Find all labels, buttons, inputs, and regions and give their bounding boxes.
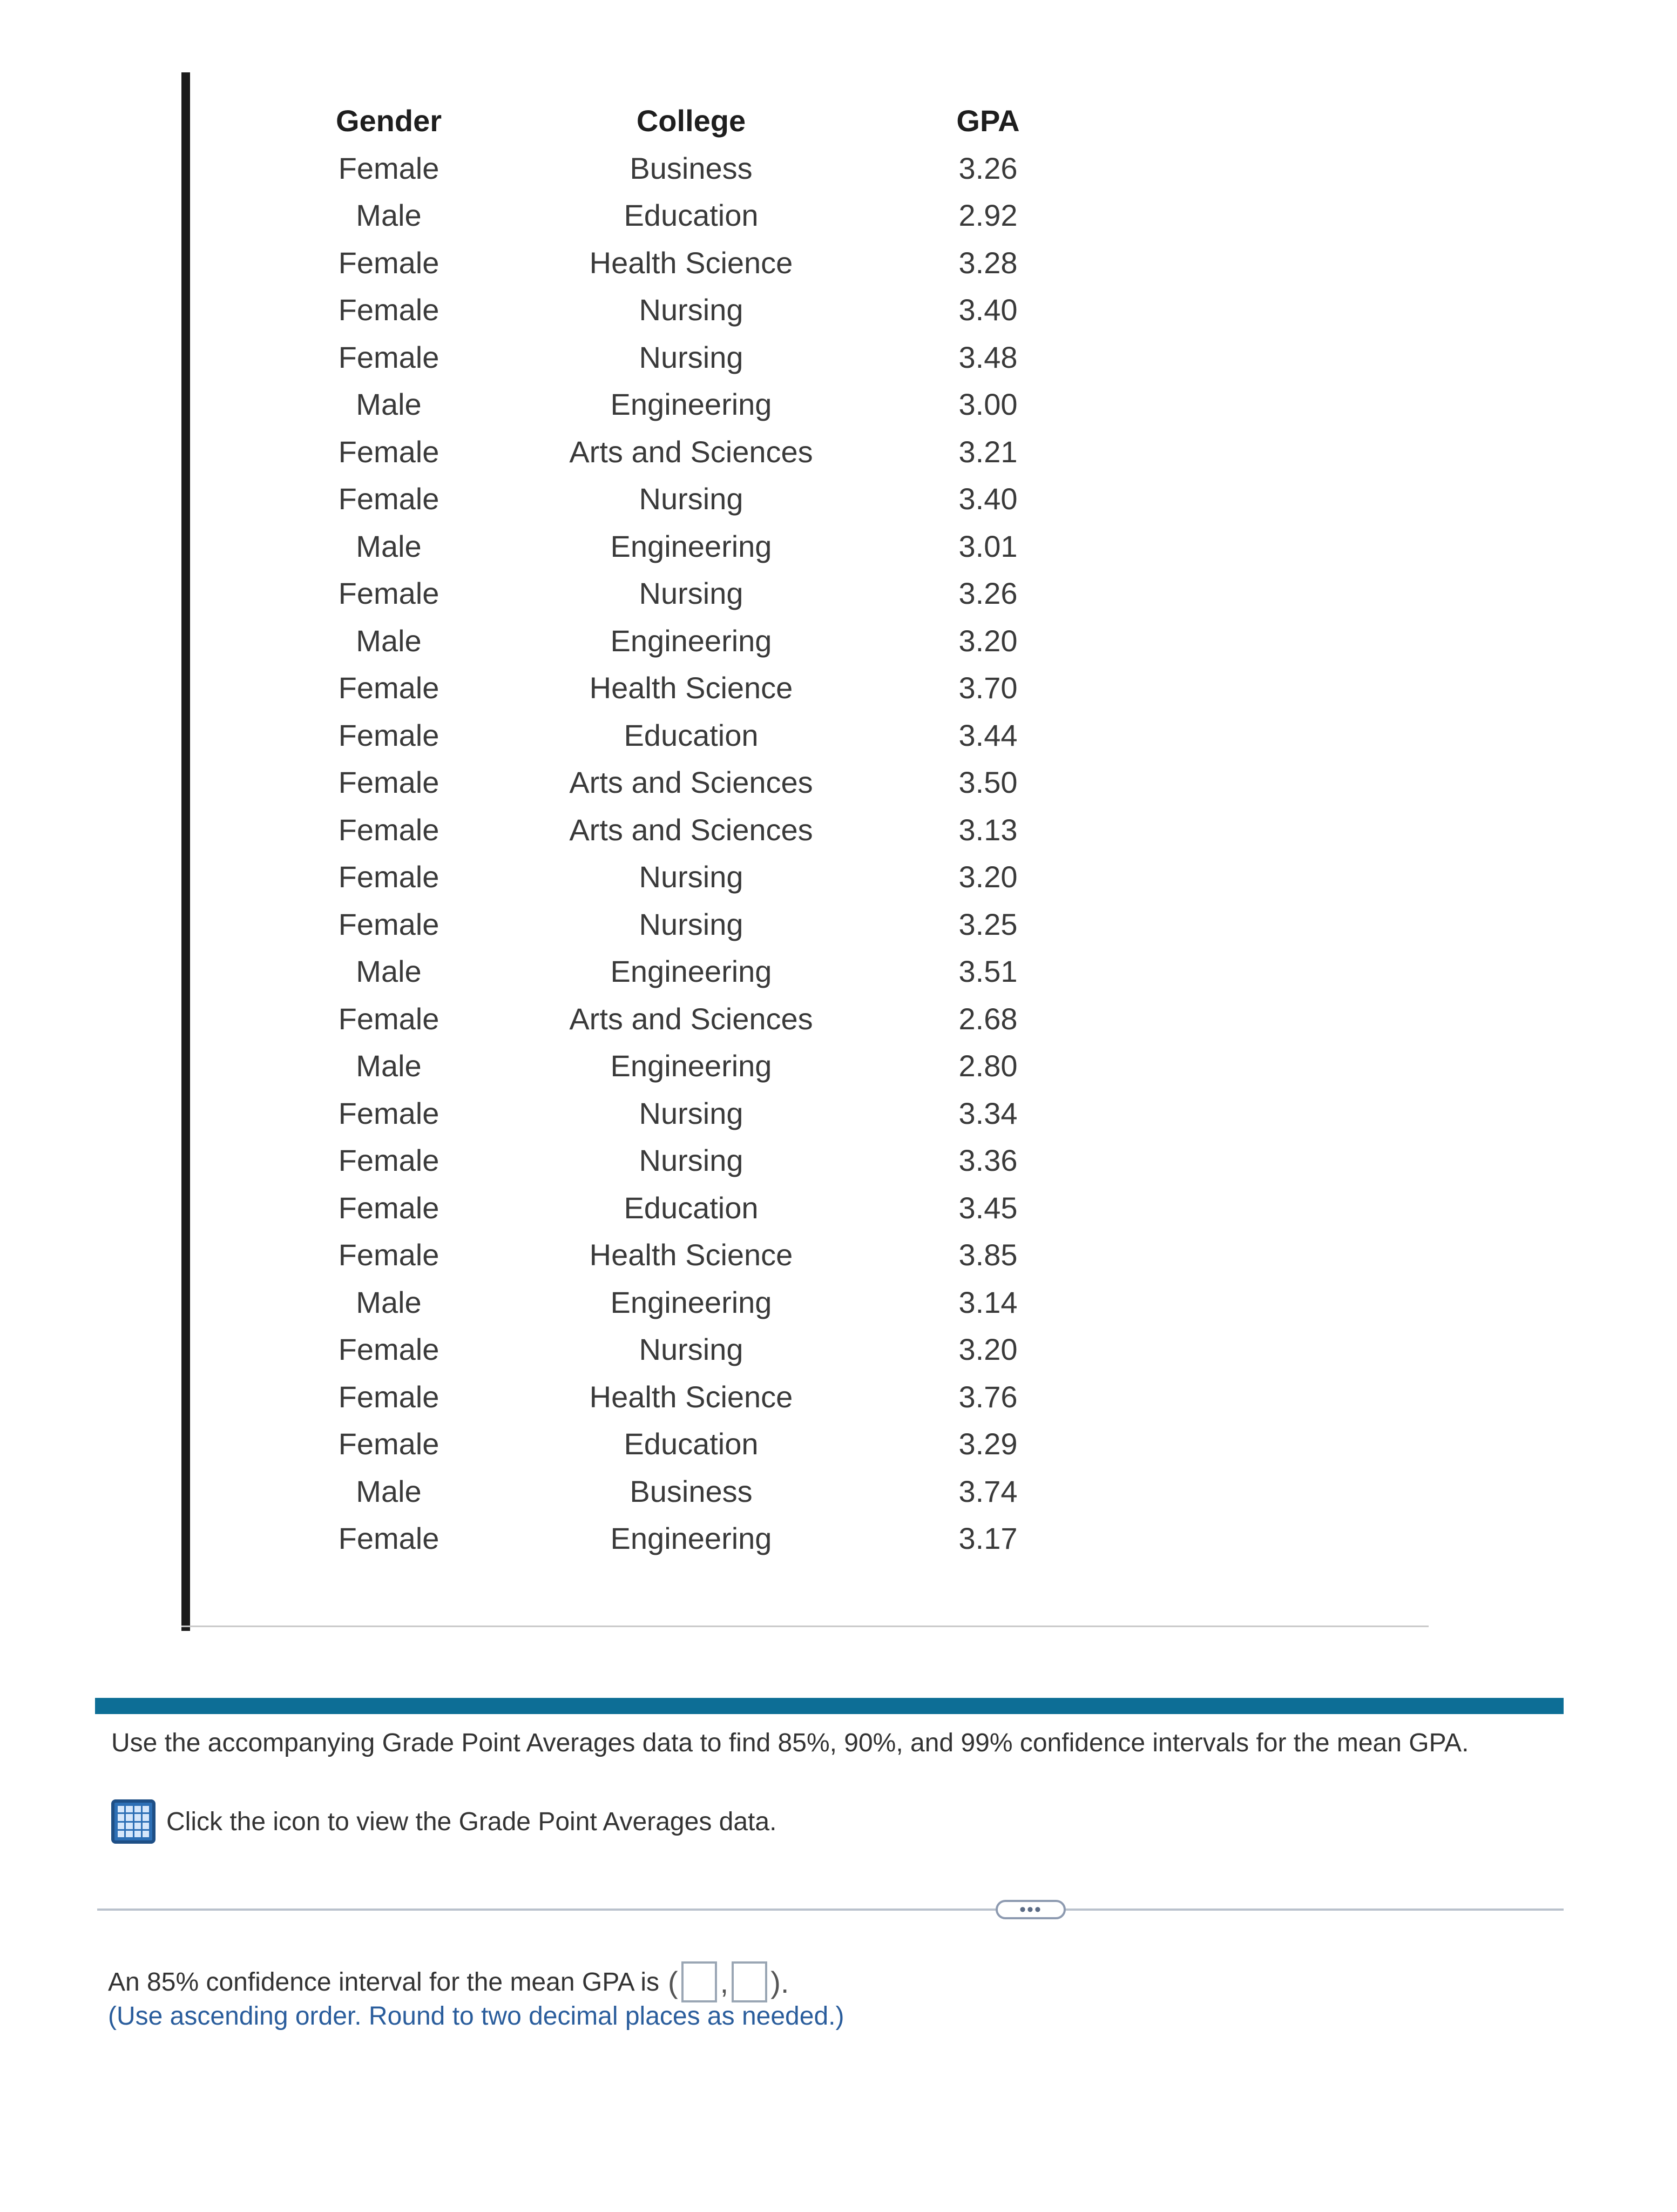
cell-gender: Female xyxy=(338,765,439,800)
cell-gpa: 3.28 xyxy=(958,245,1018,280)
cell-gpa: 3.40 xyxy=(958,293,1018,327)
accent-band xyxy=(95,1698,1564,1714)
cell-college: Business xyxy=(630,151,753,185)
table-row xyxy=(286,901,1085,948)
cell-college: Nursing xyxy=(639,1143,743,1178)
cell-gpa: 3.20 xyxy=(958,1332,1018,1367)
table-row xyxy=(286,192,1085,239)
cell-gender: Male xyxy=(356,1049,422,1083)
cell-gender: Male xyxy=(356,1474,422,1508)
cell-college: Health Science xyxy=(589,245,793,280)
cell-college: Nursing xyxy=(639,907,743,941)
upper-bound-input[interactable] xyxy=(732,1961,767,2002)
cell-gender: Female xyxy=(338,907,439,941)
cell-college: Education xyxy=(624,1427,759,1461)
cell-college: Nursing xyxy=(639,1332,743,1367)
cell-college: Education xyxy=(624,718,759,752)
cell-gender: Male xyxy=(356,1285,422,1319)
cell-college: Education xyxy=(624,1190,759,1225)
cell-college: Business xyxy=(630,1474,753,1508)
cell-gpa: 3.14 xyxy=(958,1285,1018,1319)
cell-college: Nursing xyxy=(639,293,743,327)
cell-college: Engineering xyxy=(610,623,772,658)
cell-gender: Female xyxy=(338,1521,439,1556)
cell-gender: Female xyxy=(338,812,439,847)
cell-gender: Female xyxy=(338,482,439,516)
table-row xyxy=(286,428,1085,476)
more-options-button[interactable]: ••• xyxy=(996,1900,1066,1919)
cell-gpa: 3.36 xyxy=(958,1143,1018,1178)
section-divider xyxy=(97,1908,1564,1911)
cell-college: Nursing xyxy=(639,340,743,374)
comma-separator: , xyxy=(720,1965,729,1999)
table-row xyxy=(286,759,1085,806)
table-row xyxy=(286,1090,1085,1137)
cell-gender: Female xyxy=(338,1332,439,1367)
gpa-data-table xyxy=(286,97,1085,1562)
data-link-row[interactable] xyxy=(111,1797,776,1846)
cell-gender: Male xyxy=(356,623,422,658)
cell-gpa: 3.34 xyxy=(958,1096,1018,1130)
cell-gpa: 3.26 xyxy=(958,576,1018,611)
table-row xyxy=(286,334,1085,381)
table-row xyxy=(286,1137,1085,1184)
table-row xyxy=(286,853,1085,901)
cell-college: Arts and Sciences xyxy=(569,434,813,469)
cell-gender: Female xyxy=(338,1143,439,1178)
table-row xyxy=(286,806,1085,854)
cell-gender: Female xyxy=(338,434,439,469)
cell-college: Nursing xyxy=(639,1096,743,1130)
answer-hint: (Use ascending order. Round to two decimal places as needed.) xyxy=(108,2002,844,2031)
cell-gender: Female xyxy=(338,1427,439,1461)
window-left-border xyxy=(181,72,190,1631)
cell-gpa: 3.17 xyxy=(958,1521,1018,1556)
cell-gpa: 3.51 xyxy=(958,954,1018,989)
cell-gender: Male xyxy=(356,387,422,422)
header-college: College xyxy=(636,104,746,138)
cell-gpa: 3.76 xyxy=(958,1379,1018,1414)
header-gender: Gender xyxy=(335,104,442,138)
cell-college: Arts and Sciences xyxy=(569,812,813,847)
table-row xyxy=(286,286,1085,334)
table-row xyxy=(286,1468,1085,1515)
cell-college: Nursing xyxy=(639,482,743,516)
table-row xyxy=(286,1515,1085,1562)
cell-gpa: 3.13 xyxy=(958,812,1018,847)
cell-college: Engineering xyxy=(610,1521,772,1556)
cell-gender: Female xyxy=(338,671,439,705)
cell-gender: Female xyxy=(338,718,439,752)
cell-gpa: 3.40 xyxy=(958,482,1018,516)
lower-bound-input[interactable] xyxy=(681,1961,717,2002)
table-row xyxy=(286,570,1085,617)
table-row xyxy=(286,995,1085,1043)
table-row xyxy=(286,1279,1085,1326)
cell-gpa: 3.01 xyxy=(958,529,1018,563)
cell-college: Arts and Sciences xyxy=(569,1001,813,1036)
cell-gpa: 3.74 xyxy=(958,1474,1018,1508)
table-row xyxy=(286,617,1085,665)
cell-gender: Male xyxy=(356,954,422,989)
table-row xyxy=(286,712,1085,759)
cell-gender: Male xyxy=(356,529,422,563)
question-prompt: Use the accompanying Grade Point Averages data to find 85%, 90%, and 99% confidence intervals for the mean GPA. xyxy=(111,1729,1469,1757)
cell-gender: Female xyxy=(338,1096,439,1130)
cell-college: Health Science xyxy=(589,671,793,705)
cell-gender: Female xyxy=(338,1238,439,1272)
cell-college: Engineering xyxy=(610,1049,772,1083)
table-row xyxy=(286,1420,1085,1468)
cell-gpa: 2.68 xyxy=(958,1001,1018,1036)
window-bottom-rule xyxy=(181,1626,1429,1627)
cell-gpa: 2.92 xyxy=(958,198,1018,233)
cell-gender: Female xyxy=(338,151,439,185)
cell-college: Health Science xyxy=(589,1238,793,1272)
table-row xyxy=(286,475,1085,523)
cell-gpa: 3.44 xyxy=(958,718,1018,752)
cell-gpa: 3.20 xyxy=(958,623,1018,658)
cell-gpa: 3.21 xyxy=(958,434,1018,469)
table-row xyxy=(286,1373,1085,1421)
answer-row xyxy=(108,1961,790,2002)
open-bracket: ( xyxy=(668,1965,678,1999)
cell-gender: Female xyxy=(338,1001,439,1036)
table-row xyxy=(286,948,1085,995)
cell-college: Arts and Sciences xyxy=(569,765,813,800)
cell-college: Engineering xyxy=(610,529,772,563)
cell-gender: Female xyxy=(338,293,439,327)
table-row xyxy=(286,1231,1085,1279)
cell-gender: Female xyxy=(338,1379,439,1414)
table-header-row xyxy=(286,97,1085,145)
cell-gpa: 3.20 xyxy=(958,860,1018,894)
data-link-text: Click the icon to view the Grade Point Averages data. xyxy=(166,1807,777,1836)
cell-gender: Female xyxy=(338,860,439,894)
cell-gpa: 3.70 xyxy=(958,671,1018,705)
cell-college: Nursing xyxy=(639,860,743,894)
table-row xyxy=(286,523,1085,570)
table-row xyxy=(286,1326,1085,1373)
table-body xyxy=(286,145,1085,1562)
cell-gender: Female xyxy=(338,1190,439,1225)
cell-college: Nursing xyxy=(639,576,743,611)
cell-gpa: 3.00 xyxy=(958,387,1018,422)
cell-gpa: 3.26 xyxy=(958,151,1018,185)
cell-gpa: 3.48 xyxy=(958,340,1018,374)
header-gpa: GPA xyxy=(956,104,1020,138)
cell-college: Education xyxy=(624,198,759,233)
table-row xyxy=(286,1042,1085,1090)
table-row xyxy=(286,1184,1085,1232)
cell-gpa: 2.80 xyxy=(958,1049,1018,1083)
cell-gpa: 3.85 xyxy=(958,1238,1018,1272)
cell-gpa: 3.29 xyxy=(958,1427,1018,1461)
cell-gpa: 3.45 xyxy=(958,1190,1018,1225)
close-bracket: ). xyxy=(770,1965,789,1999)
cell-gpa: 3.50 xyxy=(958,765,1018,800)
cell-gender: Female xyxy=(338,340,439,374)
table-row xyxy=(286,239,1085,287)
table-row xyxy=(286,381,1085,428)
table-row xyxy=(286,145,1085,192)
data-table-icon[interactable] xyxy=(111,1799,155,1844)
cell-college: Engineering xyxy=(610,954,772,989)
cell-gender: Female xyxy=(338,576,439,611)
answer-lead-text: An 85% confidence interval for the mean GPA is xyxy=(108,1967,660,1997)
cell-college: Engineering xyxy=(610,1285,772,1319)
cell-gender: Male xyxy=(356,198,422,233)
cell-gpa: 3.25 xyxy=(958,907,1018,941)
cell-college: Health Science xyxy=(589,1379,793,1414)
cell-college: Engineering xyxy=(610,387,772,422)
cell-gender: Female xyxy=(338,245,439,280)
table-row xyxy=(286,664,1085,712)
